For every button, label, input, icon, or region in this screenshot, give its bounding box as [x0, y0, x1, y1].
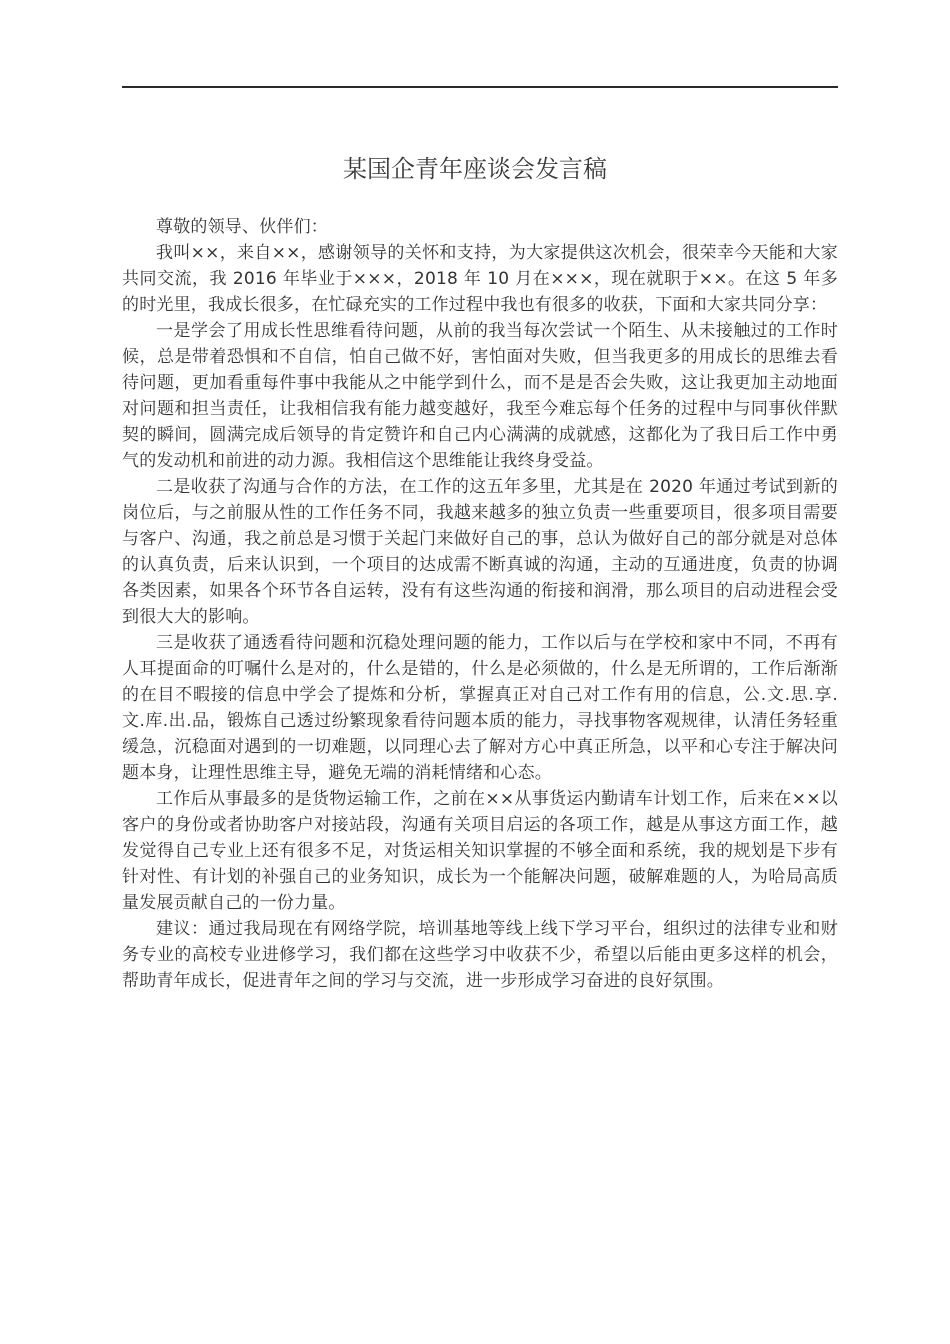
growth-mindset-paragraph: 一是学会了用成长性思维看待问题，从前的我当每次尝试一个陌生、从未接触过的工作时候，总是带着恐惧和不自信，怕自己做不好，害怕面对失败，但当我更多的用成长的思维去看待问题，更加看重每件事中我能从之中能学到什么，而不是是否会失败，这让我更加主动地面对问题和担当责任，让我相信我有能力越变越好，我至今难忘每个任务的过程中与同事伙伴默契的瞬间，圆满完成后领导的肯定赞许和自己内心满满的成就感，这都化为了我日后工作中勇气的发动机和前进的动力源。我相信这个思维能让我终身受益。 [122, 321, 838, 471]
work-plan-paragraph: 工作后从事最多的是货物运输工作，之前在××从事货运内勤请车计划工作，后来在××以客户的身份或者协助客户对接站段，沟通有关项目启运的各项工作，越是从事这方面工作，越发觉得自己专业上还有很多不足，对货运相关知识掌握的不够全面和系统，我的规划是下步有针对性、有计划的补强自己的业务知识，成长为一个能解决问题，破解难题的人，为哈局高质量发展贡献自己的一份力量。 [122, 789, 838, 913]
introduction-paragraph: 我叫××，来自××，感谢领导的关怀和支持，为大家提供这次机会，很荣幸今天能和大家共同交流，我 2016 年毕业于×××，2018 年 10 月在×××，现在就职于××。在这 5 年多的时光里，我成长很多，在忙碌充实的工作过程中我也有很多的收获，下面和大家共同分享： [122, 243, 838, 315]
problem-solving-paragraph: 三是收获了通透看待问题和沉稳处理问题的能力，工作以后与在学校和家中不同，不再有人耳提面命的叮嘱什么是对的，什么是错的，什么是必须做的，什么是无所谓的，工作后渐渐的在目不暇接的信息中学会了提炼和分析，掌握真正对自己对工作有用的信息，公.文.思.享.文.库.出.品，锻炼自己透过纷繁现象看待问题本质的能力，寻找事物客观规律，认清任务轻重缓急，沉稳面对遇到的一切难题，以同理心去了解对方心中真正所急，以平和心专注于解决问题本身，让理性思维主导，避免无端的消耗情绪和心态。 [122, 633, 838, 783]
suggestion-paragraph: 建议：通过我局现在有网络学院，培训基地等线上线下学习平台，组织过的法律专业和财务专业的高校专业进修学习，我们都在这些学习中收获不少，希望以后能由更多这样的机会，帮助青年成长，促进青年之间的学习与交流，进一步形成学习奋进的良好氛围。 [122, 919, 838, 991]
header-rule [122, 86, 838, 88]
salutation-paragraph: 尊敬的领导、伙伴们： [156, 217, 328, 237]
document-body [122, 214, 838, 994]
document-title: 某国企青年座谈会发言稿 [343, 155, 607, 183]
communication-paragraph: 二是收获了沟通与合作的方法，在工作的这五年多里，尤其是在 2020 年通过考试到新的岗位后，与之前服从性的工作任务不同，我越来越多的独立负责一些重要项目，很多项目需要与客户、沟通，我之前总是习惯于关起门来做好自己的事，总认为做好自己的部分就是对总体的认真负责，后来认识到，一个项目的达成需不断真诚的沟通，主动的互通进度，负责的协调各类因素，如果各个环节各自运转，没有有这些沟通的衔接和润滑，那么项目的启动进程会受到很大大的影响。 [122, 477, 838, 627]
